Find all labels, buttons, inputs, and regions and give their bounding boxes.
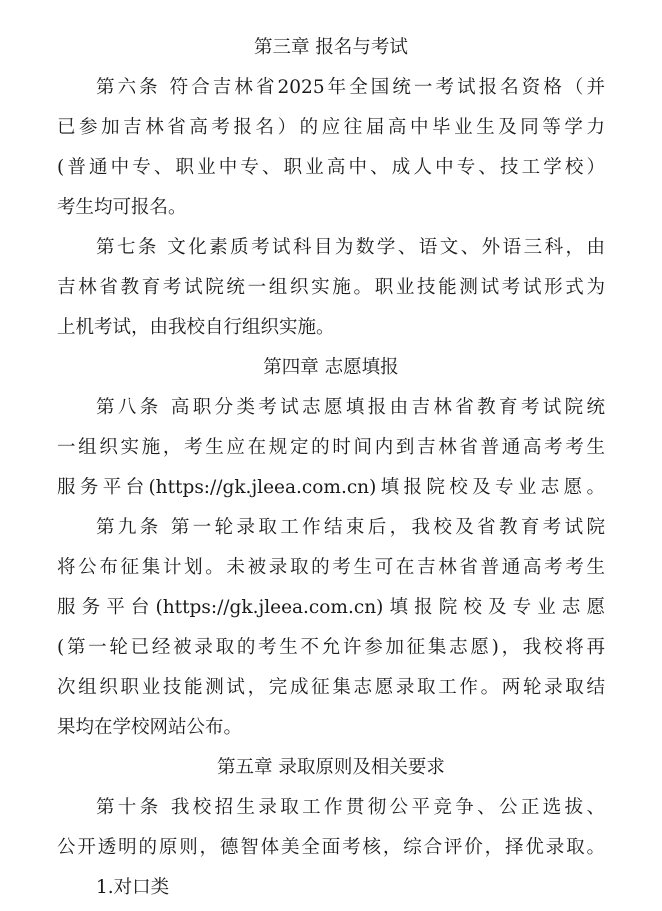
article-10-line-2: 公开透明的原则，德智体美全面考核，综合评价，择优录取。 (57, 837, 605, 858)
article-9-line-6: 果均在学校网站公布。 (57, 717, 243, 738)
article-9-line-4: (第一轮已经被录取的考生不允许参加征集志愿)，我校将再 (57, 637, 605, 658)
chapter-5-heading: 第五章 录取原则及相关要求 (217, 757, 445, 778)
article-7-line-1: 第七条 文化素质考试科目为数学、语文、外语三科，由 (96, 237, 605, 258)
article-6-line-3: (普通中专、职业中专、职业高中、成人中专、技工学校） (57, 157, 605, 178)
article-6-line-2: 已参加吉林省高考报名）的应往届高中毕业生及同等学力 (57, 117, 605, 138)
article-9-line-5: 次组织职业技能测试，完成征集志愿录取工作。两轮录取结 (57, 677, 605, 698)
article-9-line-3: 服务平台(https://gk.jleea.com.cn)填报院校及专业志愿 (57, 597, 605, 618)
chapter-3-heading: 第三章 报名与考试 (254, 37, 408, 58)
article-6-line-4: 考生均可报名。 (57, 197, 187, 218)
chapter-4-heading: 第四章 志愿填报 (263, 357, 399, 378)
article-8-line-2: 一组织实施，考生应在规定的时间内到吉林省普通高考考生 (57, 437, 605, 458)
article-8-line-1: 第八条 高职分类考试志愿填报由吉林省教育考试院统 (96, 397, 605, 418)
article-6-line-1: 第六条 符合吉林省2025年全国统一考试报名资格（并 (96, 77, 605, 98)
article-9-line-1: 第九条 第一轮录取工作结束后，我校及省教育考试院 (96, 517, 605, 538)
article-7-line-3: 上机考试，由我校自行组织实施。 (57, 317, 335, 338)
article-9-line-2: 将公布征集计划。未被录取的考生可在吉林省普通高考考生 (57, 557, 605, 578)
section-item-1: 1.对口类 (96, 877, 170, 898)
article-7-line-2: 吉林省教育考试院统一组织实施。职业技能测试考试形式为 (57, 277, 605, 298)
article-10-line-1: 第十条 我校招生录取工作贯彻公平竞争、公正选拔、 (96, 797, 605, 818)
article-8-line-3: 服务平台(https://gk.jleea.com.cn)填报院校及专业志愿。 (57, 477, 605, 498)
